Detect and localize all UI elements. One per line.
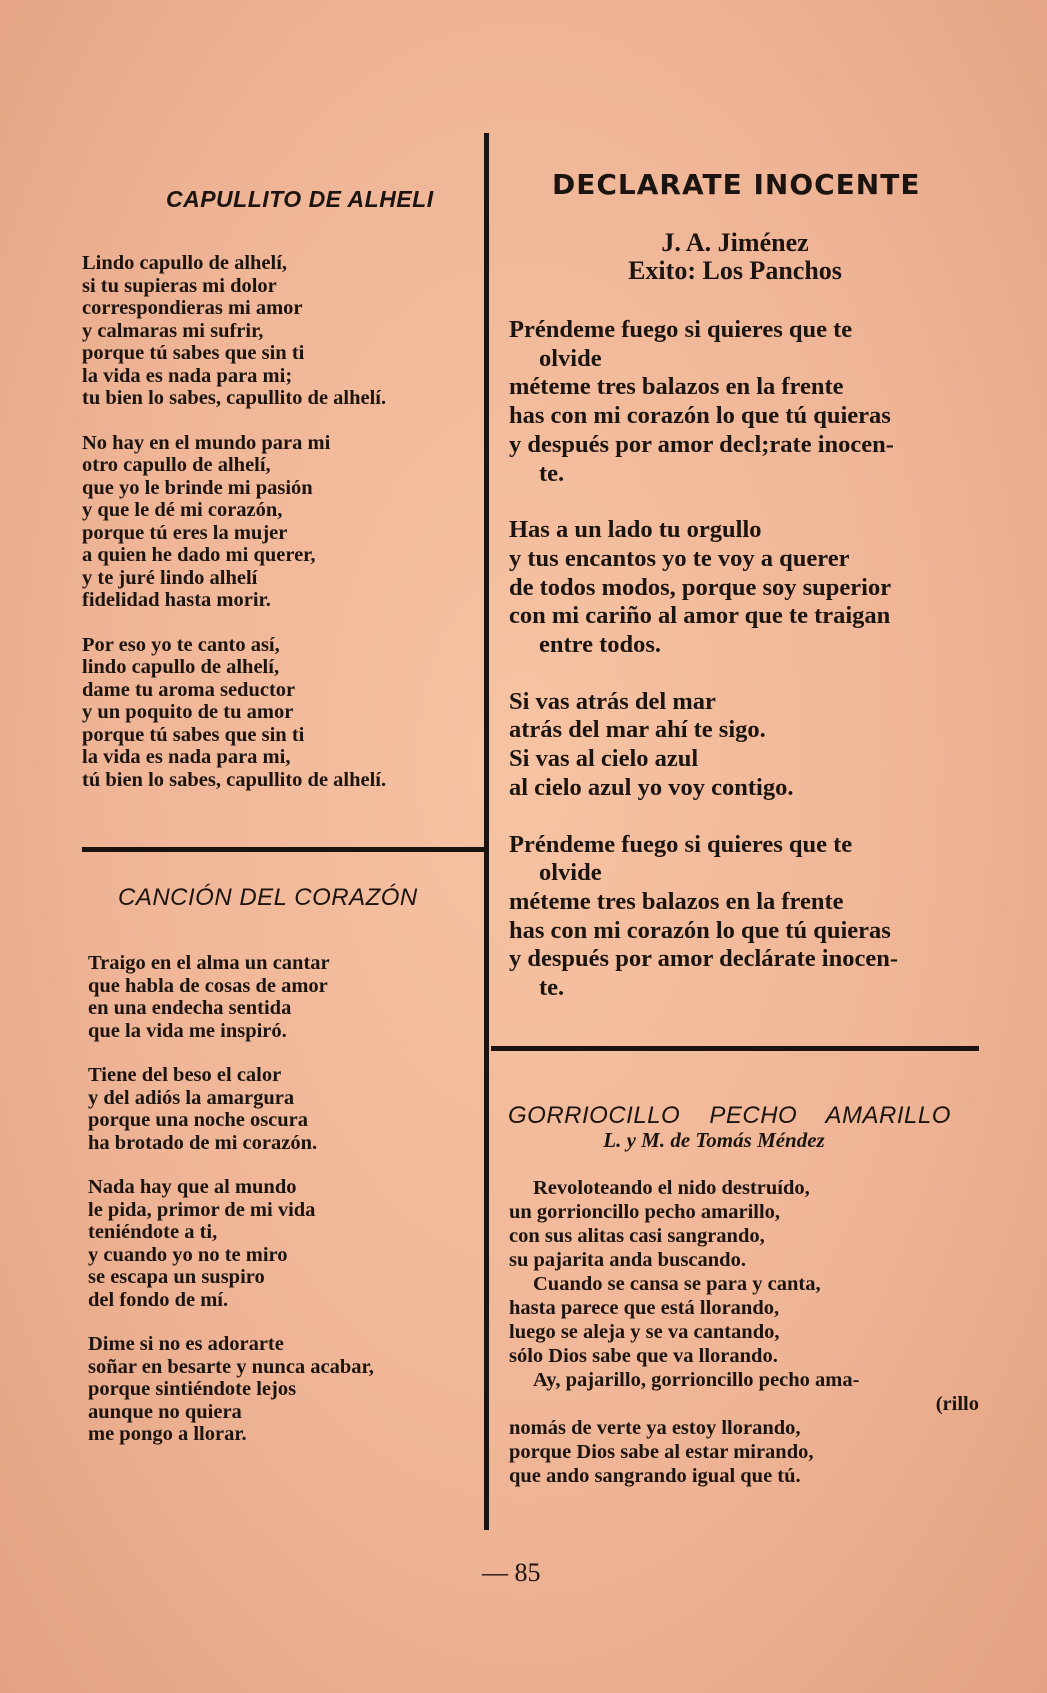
verse-line: en una endecha sentida [88, 997, 292, 1019]
verse-line: hasta parece que está llorando, [509, 1297, 780, 1319]
left-divider [82, 847, 488, 852]
verse-line: porque una noche oscura [88, 1109, 309, 1131]
verse-line: No hay en el mundo para mi [82, 431, 331, 454]
song-title-gorrioncillo: GORRIOCILLO PECHO AMARILLO [508, 1102, 951, 1129]
verse-line: que la vida me inspiró. [88, 1019, 287, 1042]
verse-line: Préndeme fuego si quieres que te [509, 830, 853, 858]
page-number: — 85 [482, 1558, 541, 1587]
verse-line: atrás del mar ahí te sigo. [509, 716, 766, 744]
verse-line: Tiene del beso el calor [88, 1064, 282, 1086]
verse-line: porque Dios sabe al estar mirando, [509, 1441, 814, 1463]
verse-line: Nada hay que al mundo [88, 1176, 297, 1198]
verse-line: porque sintiéndote lejos [88, 1378, 297, 1400]
verse-line: méteme tres balazos en la frente [509, 373, 844, 401]
right-divider [491, 1046, 979, 1051]
verse-line: teniéndote a ti, [88, 1221, 218, 1243]
verse-line: a quien he dado mi querer, [82, 544, 316, 566]
verse-line: aunque no quiera [88, 1400, 242, 1423]
verse-line: Traigo en el alma un cantar [88, 952, 330, 974]
verse-line: Has a un lado tu orgullo [509, 516, 762, 544]
verse-line: y un poquito de tu amor [82, 701, 294, 723]
verse-line: de todos modos, porque soy superior [509, 573, 892, 601]
verse-line: luego se aleja y se va cantando, [509, 1321, 780, 1343]
stanza [88, 1176, 374, 1311]
verse-line: porque tú sabes que sin ti [82, 723, 305, 746]
verse-line: olvide [539, 859, 602, 887]
verse-line: y que le dé mi corazón, [82, 499, 283, 521]
verse-line: del fondo de mí. [88, 1288, 229, 1311]
verse-line: Lindo capullo de alhelí, [82, 252, 288, 274]
verse-line: correspondieras mi amor [82, 297, 303, 319]
verse-line: Si vas atrás del mar [509, 687, 716, 715]
verse-line: Por eso yo te canto así, [82, 633, 280, 656]
verse-line: que habla de cosas de amor [88, 974, 328, 997]
verse-line: nomás de verte ya estoy llorando, [509, 1417, 801, 1439]
song-credit-gorrioncillo: L. y M. de Tomás Méndez [603, 1128, 825, 1152]
verse-line: y tus encantos yo te voy a querer [509, 544, 850, 572]
stanza [88, 1333, 374, 1446]
verse-line: me pongo a llorar. [88, 1423, 247, 1445]
verse-line: sólo Dios sabe que va llorando. [509, 1345, 778, 1367]
verse-line: y calmaras mi sufrir, [82, 319, 264, 342]
song-body-gorrioncillo [509, 1176, 979, 1488]
verse-line: has con mi corazón lo que tú quieras [509, 916, 891, 944]
verse-line: la vida es nada para mi; [82, 364, 293, 387]
verse-line: entre todos. [539, 631, 662, 659]
verse-line: que ando sangrando igual que tú. [509, 1465, 801, 1487]
verse-line: otro capullo de alhelí, [82, 454, 271, 476]
song-hit: Exito: Los Panchos [628, 256, 842, 285]
verse-line: tú bien lo sabes, capullito de alhelí. [82, 768, 387, 791]
verse-line: olvide [539, 344, 602, 372]
verse-line: Cuando se cansa se para y canta, [533, 1273, 821, 1295]
verse-line: Préndeme fuego si quieres que te [509, 316, 853, 343]
song-body-corazon [88, 952, 374, 1446]
stanza [509, 516, 898, 660]
verse-line: y después por amor decl;rate inocen- [509, 430, 894, 458]
verse-line: Dime si no es adorarte [88, 1333, 284, 1355]
verse-line: Ay, pajarillo, gorrioncillo pecho ama- [533, 1369, 860, 1391]
verse-line: (rillo [935, 1393, 979, 1415]
verse-line: Revoloteando el nido destruído, [533, 1177, 810, 1199]
verse-line: porque tú eres la mujer [82, 521, 288, 544]
song-title-alheli: CAPULLITO DE ALHELI [166, 186, 434, 212]
song-title-corazon: CANCIÓN DEL CORAZÓN [118, 884, 418, 911]
verse-line: le pida, primor de mi vida [88, 1198, 316, 1221]
verse-line: la vida es nada para mi, [82, 746, 291, 768]
stanza [82, 634, 386, 792]
verse-line: ha brotado de mi corazón. [88, 1131, 318, 1154]
verse-line: méteme tres balazos en la frente [509, 887, 844, 915]
verse-line: al cielo azul yo voy contigo. [509, 773, 794, 801]
stanza [88, 952, 374, 1042]
verse-line: y cuando yo no te miro [88, 1243, 288, 1266]
verse-line: que yo le brinde mi pasión [82, 476, 313, 499]
verse-line: con mi cariño al amor que te traigan [509, 602, 891, 630]
verse-line: porque tú sabes que sin ti [82, 342, 305, 364]
song-body-alheli [82, 252, 386, 791]
verse-line: y del adiós la amargura [88, 1086, 295, 1109]
verse-line: con sus alitas casi sangrando, [509, 1225, 765, 1247]
verse-line: y después por amor declárate inocen- [509, 945, 899, 973]
verse-line: Si vas al cielo azul [509, 745, 699, 773]
verse-line: has con mi corazón lo que tú quieras [509, 402, 891, 430]
verse-line: te. [539, 974, 565, 1002]
verse-line: un gorrioncillo pecho amarillo, [509, 1201, 781, 1223]
stanza [88, 1064, 374, 1154]
verse-line: si tu supieras mi dolor [82, 274, 277, 297]
center-divider [484, 133, 489, 1530]
verse-line: te. [539, 459, 565, 487]
verse-line: fidelidad hasta morir. [82, 589, 271, 611]
verse-line: dame tu aroma seductor [82, 678, 296, 701]
stanza [509, 831, 898, 1003]
stanza [509, 316, 898, 488]
stanza [82, 252, 386, 410]
verse-line: su pajarita anda buscando. [509, 1249, 746, 1271]
song-title-inocente: DECLARATE INOCENTE [552, 168, 921, 201]
verse-line: tu bien lo sabes, capullito de alhelí. [82, 387, 387, 409]
verse-line: y te juré lindo alhelí [82, 566, 258, 589]
song-body-inocente [509, 316, 898, 1003]
song-author: J. A. Jiménez [661, 228, 809, 257]
stanza [509, 688, 898, 803]
stanza [82, 432, 386, 612]
verse-line: soñar en besarte y nunca acabar, [88, 1355, 374, 1378]
verse-line: lindo capullo de alhelí, [82, 656, 280, 678]
verse-line: se escapa un suspiro [88, 1266, 265, 1288]
